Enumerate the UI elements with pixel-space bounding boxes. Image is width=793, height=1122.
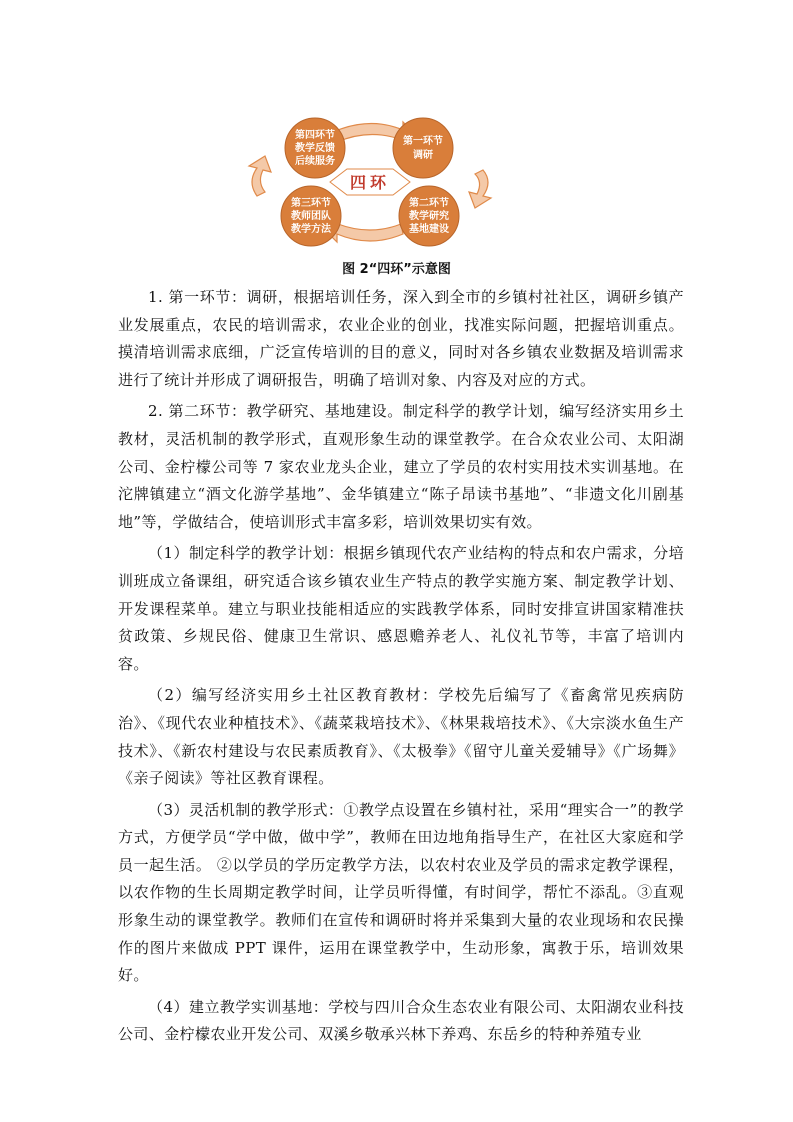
step3-line2: 教师团队	[291, 211, 331, 222]
step3-line3: 教学方法	[291, 224, 331, 235]
step2-line3: 基地建设	[409, 224, 449, 235]
step3-line1: 第三环节	[291, 198, 331, 209]
paragraph-item-2: （2）编写经济实用乡土社区教育教材：学校先后编写了《畜禽常见疾病防治》、《现代农业种植技术》、《蔬菜栽培技术》、《林果栽培技术》、《大宗淡水鱼生产技术》、《新农村建设与农民素质教育》、《太极拳》《留守儿童关爱辅导》《广场舞》《亲子阅读》等社区教育课程。	[118, 686, 684, 788]
paragraph-step-1: 1. 第一环节：调研，根据培训任务，深入到全市的乡镇村社社区，调研乡镇产业发展重点，农民的培训需求，农业企业的创业，找准实际问题，把握培训重点。摸清培训需求底细，广泛宣传培训的目的意义，同时对各乡镇农业数据及培训需求进行了统计并形成了调研报告，明确了培训对象、内容及对应的方式。	[118, 288, 684, 389]
step2-line2: 教学研究	[409, 211, 449, 222]
step-circle-2	[399, 186, 459, 246]
figure-caption: 图 2“四环”示意图	[342, 262, 451, 277]
step-circle-4	[285, 118, 345, 178]
center-label: 四环	[349, 173, 391, 192]
step1-line2: 调研	[413, 150, 433, 161]
step4-line3: 后续服务	[295, 156, 335, 167]
step1-line1: 第一环节	[403, 136, 443, 147]
four-loop-diagram	[235, 112, 505, 252]
step4-line1: 第四环节	[295, 130, 335, 141]
arrow-left	[249, 156, 271, 196]
paragraph-item-4: （4）建立教学实训基地：学校与四川合众生态农业有限公司、太阳湖农业科技公司、金柠檬农业开发公司、双溪乡敬承兴林下养鸡、东岳乡的特种养殖专业	[118, 997, 684, 1044]
step-circle-1	[393, 118, 453, 178]
paragraph-step-2: 2. 第二环节：教学研究、基地建设。制定科学的教学计划，编写经济实用乡土教材，灵活机制的教学形式，直观形象生动的课堂教学。在合众农业公司、太阳湖公司、金柠檬公司等 7 家农业龙头企业，建立了学员的农村实用技术实训基地。在沱牌镇建立“酒文化游学基地”、金华镇建立“陈子昂读书基地”、“非遗文化川剧基地”等，学做结合，使培训形式丰富多彩，培训效果切实有效。	[118, 402, 684, 531]
step-circle-3	[281, 186, 341, 246]
step2-line1: 第二环节	[409, 198, 449, 209]
paragraph-item-3: （3）灵活机制的教学形式：①教学点设置在乡镇村社，采用“理实合一”的教学方式，方便学员“学中做，做中学”，教师在田边地角指导生产，在社区大家庭和学员一起生活。 ②以学员的学历定教学方法，以农村农业及学员的需求定教学课程，以农作物的生长周期定教学时间，让学员听得懂，有时间学，帮忙不添乱。③直观形象生动的课堂教学。教师们在宣传和调研时将并采集到大量的农业现场和农民操作的图片来做成 PPT 课件，运用在课堂教学中，生动形象，寓教于乐，培训效果好。	[118, 800, 684, 985]
step4-line2: 教学反馈	[295, 143, 335, 154]
paragraph-item-1: （1）制定科学的教学计划：根据乡镇现代农产业结构的特点和农户需求，分培训班成立备课组，研究适合该乡镇农业生产特点的教学实施方案、制定教学计划、开发课程菜单。建立与职业技能相适应的实践教学体系，同时安排宣讲国家精准扶贫政策、乡规民俗、健康卫生常识、感恩赡养老人、礼仪礼节等，丰富了培训内容。	[118, 544, 684, 673]
document-body	[118, 284, 684, 1049]
arrow-right	[469, 170, 491, 208]
